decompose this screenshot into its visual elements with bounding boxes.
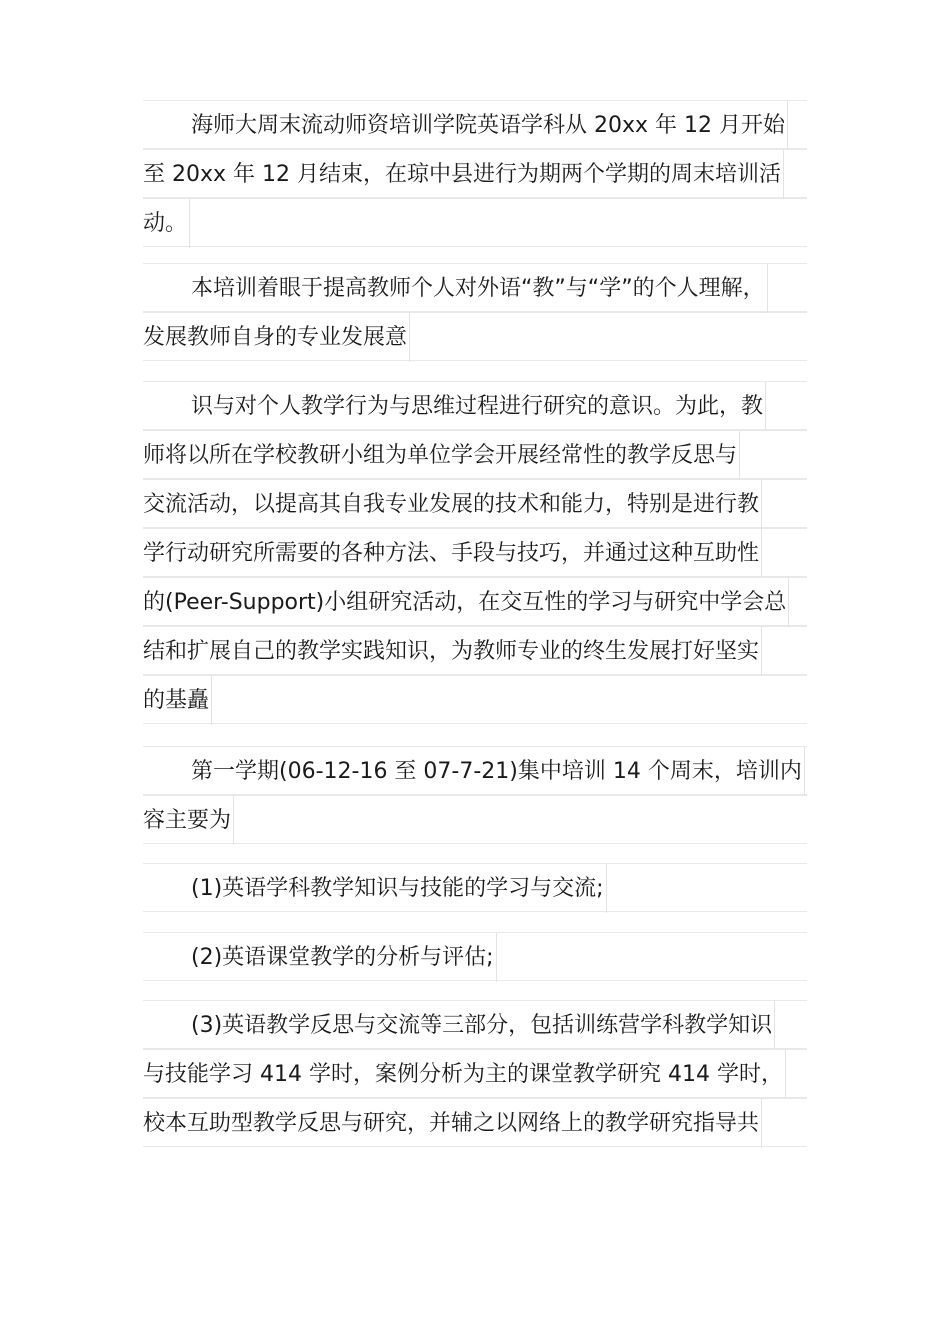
paragraph-line — [143, 1000, 807, 1049]
paragraph-line — [143, 863, 807, 912]
line-text: 发展教师自身的专业发展意 — [143, 313, 410, 362]
line-text: 师将以所在学校教研小组为单位学会开展经常性的教学反思与 — [143, 431, 740, 480]
line-text: 海师大周末流动师资培训学院英语学科从 20xx 年 12 月开始 — [191, 101, 788, 150]
paragraph-line — [143, 100, 807, 149]
line-text: 容主要为 — [143, 796, 234, 845]
paragraph-line — [143, 149, 807, 198]
line-text: (3)英语教学反思与交流等三部分，包括训练营学科教学知识 — [191, 1001, 775, 1050]
line-text: 的(Peer-Support)小组研究活动，在交互性的学习与研究中学会总 — [143, 578, 789, 627]
line-text: 至 20xx 年 12 月结束，在琼中县进行为期两个学期的周末培训活 — [143, 150, 784, 199]
paragraph-line — [143, 263, 807, 312]
paragraph-line — [143, 577, 807, 626]
line-text: 动。 — [143, 199, 190, 248]
line-text: 结和扩展自己的教学实践知识，为教师专业的终生发展打好坚实 — [143, 627, 762, 676]
paragraph-line — [143, 932, 807, 981]
line-text: 交流活动，以提高其自我专业发展的技术和能力，特别是进行教 — [143, 480, 762, 529]
paragraph-1 — [143, 100, 807, 247]
paragraph-6 — [143, 932, 807, 981]
line-text: (1)英语学科教学知识与技能的学习与交流; — [191, 864, 607, 913]
paragraph-line — [143, 626, 807, 675]
paragraph-line — [143, 430, 807, 479]
line-text: (2)英语课堂教学的分析与评估; — [191, 933, 497, 982]
line-text: 学行动研究所需要的各种方法、手段与技巧，并通过这种互助性 — [143, 529, 762, 578]
paragraph-line — [143, 746, 807, 795]
paragraph-3 — [143, 381, 807, 724]
paragraph-2 — [143, 263, 807, 361]
paragraph-line — [143, 198, 807, 247]
line-text: 本培训着眼于提高教师个人对外语“教”与“学”的个人理解， — [191, 264, 768, 313]
line-text: 的基矗 — [143, 676, 212, 725]
paragraph-line — [143, 675, 807, 724]
paragraph-5 — [143, 863, 807, 912]
paragraph-line — [143, 1049, 807, 1098]
line-text: 校本互助型教学反思与研究，并辅之以网络上的教学研究指导共 — [143, 1099, 762, 1148]
paragraph-7 — [143, 1000, 807, 1147]
paragraph-line — [143, 381, 807, 430]
paragraph-line — [143, 795, 807, 844]
paragraph-line — [143, 479, 807, 528]
line-text: 第一学期(06-12-16 至 07-7-21)集中培训 14 个周末，培训内 — [191, 747, 805, 796]
paragraph-4 — [143, 746, 807, 844]
paragraph-line — [143, 1098, 807, 1147]
paragraph-line — [143, 312, 807, 361]
line-text: 与技能学习 414 学时，案例分析为主的课堂教学研究 414 学时， — [143, 1050, 786, 1099]
paragraph-line — [143, 528, 807, 577]
line-text: 识与对个人教学行为与思维过程进行研究的意识。为此，教 — [191, 382, 766, 431]
